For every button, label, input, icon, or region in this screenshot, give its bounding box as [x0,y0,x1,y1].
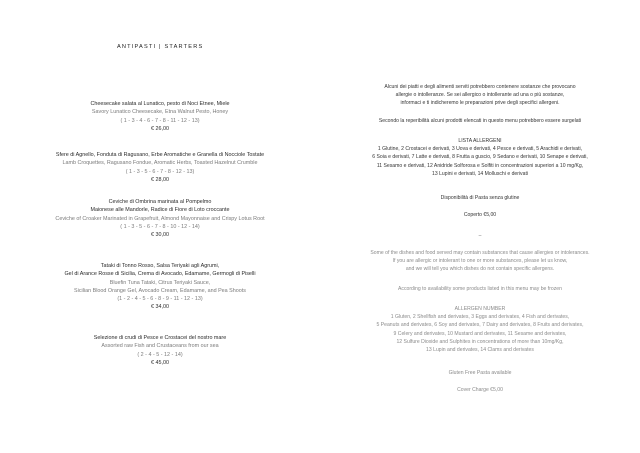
availability-line: Secondo la reperibilità alcuni prodotti elencati in questo menu potrebbero essere surgelati [378,118,582,124]
intro-line: If you are allergic or intolerant to one or more substances, please let us know, [392,258,568,265]
allergen-list-title: ALLERGEN NUMBER [454,306,506,312]
language-separator: – [478,233,482,239]
right-page [320,0,640,453]
section-title: ANTIPASTI | STARTERS [117,44,204,50]
allergen-list-line: 1 Gluten, 2 Shellfish and derivates, 3 Eggs and derivates, 4 Fish and derivates, [390,314,570,321]
dish-name-en: Lamb Croquettes, Ragusano Fondue, Aromatic Herbs, Toasted Hazelnut Crumble [62,160,258,167]
dish-allergens: (1 - 2 - 4 - 5 - 6 - 8 - 9 - 11 - 12 - 13) [117,296,203,303]
dish-name-en: Bluefin Tuna Tataki, Citrus Teriyaki Sauce, [109,279,211,286]
dish-allergens: ( 2 - 4 - 5 - 12 - 14) [137,351,183,358]
allergen-list-line: 13 Lupini e derivati, 14 Molluschi e derivati [432,170,528,177]
dish-name-en: Ceviche of Croaker Marinated in Grapefruit, Almond Mayonnaise and Crispy Lotus Root [55,215,265,222]
gluten-free-note-it [320,194,640,202]
dish-item [0,151,320,184]
intro-line: Alcuni dei piatti e degli alimenti serviti potrebbero contenere sostanze che provocano [384,84,576,90]
dish-price: € 30,00 [151,232,169,239]
dish-name-it: Ceviche di Ombrina marinata al Pompelmo [108,199,212,205]
dish-name-en: Assorted raw Fish and Crustaceans from our sea [101,343,219,350]
cover-charge-it [320,211,640,219]
dish-allergens: ( 1 - 3 - 4 - 6 - 7 - 8 - 11 - 12 - 13) [120,117,200,124]
availability-note-it [320,117,640,125]
intro-line: Some of the dishes and food served may contain substances that cause allergies or intolerances. [370,250,590,256]
dish-name-en: Sicilian Blood Orange Gel, Avocado Cream, Edamame, and Pea Shoots [74,287,246,294]
allergy-intro-en [320,249,640,274]
dish-item [0,198,320,239]
allergen-list-it [320,137,640,178]
cover-charge-line: Coperto €5,00 [463,212,497,218]
allergen-list-line: 1 Glutine, 2 Crostacei e derivati, 3 Uova e derivati, 4 Pesce e derivati, 5 Arachidi e derivati, [377,146,583,153]
availability-note-en [320,285,640,293]
cover-charge-line: Cover Charge €5,00 [457,387,503,393]
intro-line: and we will tell you which dishes do not contain specific allergens. [405,266,555,273]
allergen-list-line: 11 Sesamo e derivati, 12 Anidride Solforosa e Solfiti in concentrazioni superiori a 10 mg/Kg, [376,162,584,169]
allergen-list-line: 6 Soia e derivati, 7 Latte e derivati, 8 Frutta a guscio, 9 Sedano e derivati, 10 Senape e derivati, [372,154,588,161]
gluten-free-line: Disponibilità di Pasta senza glutine [440,195,520,201]
dish-name-it: Gel di Arance Rosse di Sicilia, Crema di Avocado, Edamame, Germogli di Piselli [64,271,256,278]
dish-name-en: Savory Lunatico Cheesecake, Etna Walnut Pesto, Honey [91,109,229,116]
allergen-list-line: 13 Lupin and derivates, 14 Clams and derivates [426,347,534,354]
dish-price: € 34,00 [151,304,169,311]
dish-name-it: Cheesecake salata al Lunatico, pesto di Noci Etnee, Miele [90,101,230,107]
dish-item [0,262,320,312]
gluten-free-line: Gluten Free Pasta available [448,370,512,376]
allergen-list-en [320,305,640,354]
dish-price: € 28,00 [151,176,169,183]
dish-name-it: Selezione di crudi di Pesce e Crostacei del nostro mare [93,335,227,341]
allergen-list-line: 5 Peanuts and derivates, 6 Soy and derivates, 7 Dairy and derivates, 8 Fruits and derivates, [376,322,584,329]
dish-name-it: Maionese alle Mandorle, Radice di Fiore di Loto croccante [90,207,230,214]
allergen-list-line: 12 Sulfure Dioxide and Sulphites in concentrations of more than 10mg/Kg, [396,338,564,345]
dish-name-it: Sfere di Agnello, Fonduta di Ragusano, Erbe Aromatiche e Granella di Nocciole Tostate [55,152,265,158]
gluten-free-note-en [320,369,640,377]
dish-price: € 26,00 [151,125,169,132]
dish-allergens: ( 1 - 3 - 5 - 6 - 7 - 8 - 12 - 13) [125,168,195,175]
dish-item [0,100,320,133]
cover-charge-en [320,386,640,394]
dish-allergens: ( 1 - 3 - 5 - 6 - 7 - 8 - 10 - 12 - 14) [120,223,200,230]
allergen-list-line: 9 Celery and derivates, 10 Mustard and derivates, 11 Sesame and derivates, [393,330,567,337]
availability-line: According to availability some products listed in this menu may be frozen [398,286,562,292]
intro-line: informaci e ti indicheremo le preparazioni prive degli specifici allergeni. [400,100,560,107]
dish-name-it: Tataki di Tonno Rosso, Salsa Teriyaki agli Agrumi, [100,263,220,269]
dish-price: € 45,00 [151,359,169,366]
allergy-intro-it [320,83,640,108]
dish-item [0,334,320,367]
intro-line: allergie o intolleranze. Se sei allergico o intollerante ad una o più sostanze, [395,92,565,99]
allergen-list-title: LISTA ALLERGENI [458,138,502,144]
